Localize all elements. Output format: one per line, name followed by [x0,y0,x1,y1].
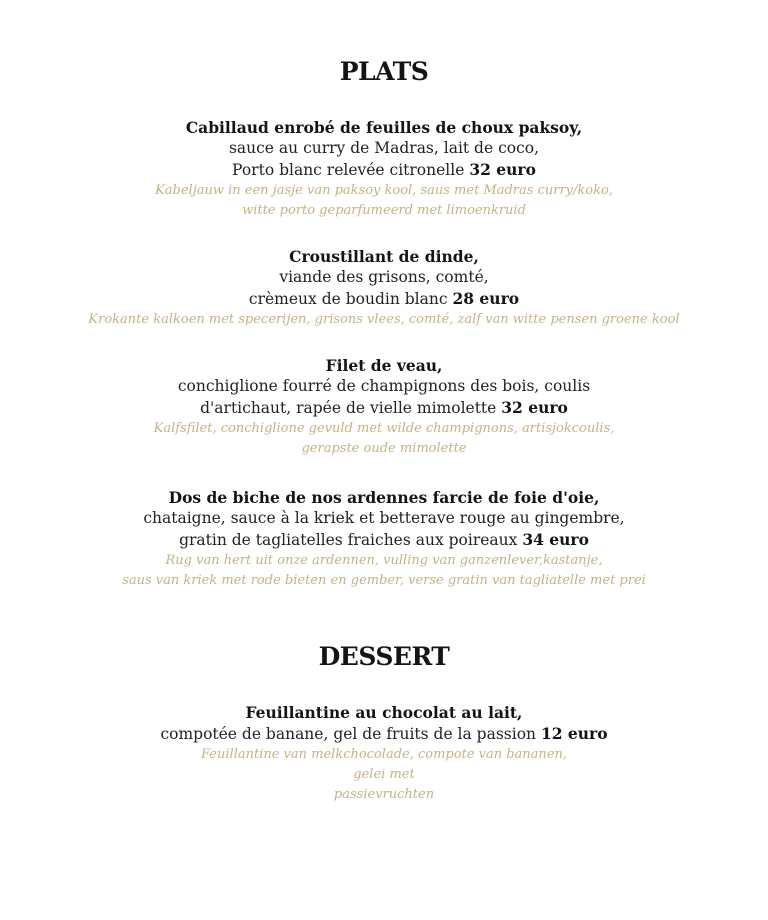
dish-croustillant [0,246,768,330]
dish-translation-line: gerapste oude mimolette [301,441,467,456]
dish-price: 34 euro [522,530,589,549]
section-title-plats: PLATS [339,57,429,86]
dish-description-line [0,159,768,181]
dish-description-line [0,723,768,745]
dish-description-line: conchiglione fourré de champignons des bois, coulis [177,377,591,395]
dish-description-line: chataigne, sauce à la kriek et betterave rouge au gingembre, [143,509,625,527]
dish-description-line [0,529,768,551]
dish-description-text: crèmeux de boudin blanc [248,290,448,308]
section-title-dessert: DESSERT [318,642,450,671]
dish-price: 32 euro [469,160,536,179]
dish-name: Cabillaud enrobé de feuilles de choux paksoy, [185,118,583,137]
dish-description-text: Porto blanc relevée citronelle [232,161,465,179]
dish-name: Dos de biche de nos ardennes farcie de foie d'oie, [168,488,600,507]
dish-name: Filet de veau, [325,356,443,375]
dish-description-text: gratin de tagliatelles fraiches aux poireaux [179,531,518,549]
dish-dos-de-biche [0,487,768,591]
dish-price: 28 euro [452,289,520,308]
dish-description-text: d'artichaut, rapée de vielle mimolette [200,399,497,417]
dish-filet-de-veau [0,355,768,459]
dish-translation-line: Rug van hert uit onze ardennen, vulling van ganzenlever,kastanje, [165,553,603,568]
dish-translation-line: saus van kriek met rode bieten en gember, verse gratin van tagliatelle met prei [122,573,646,588]
dish-translation-line: Kalfsfilet, conchiglione gevuld met wilde champignons, artisjokcoulis, [153,421,615,436]
dish-translation-line: Krokante kalkoen met specerijen, grisons vlees, comté, zalf van witte pensen groene kool [88,312,680,327]
dish-translation-line: gelei met [353,767,415,782]
dish-description-line [0,288,768,310]
dish-translation-line: witte porto geparfumeerd met limoenkruid [242,203,526,218]
dish-name: Feuillantine au chocolat au lait, [245,703,523,722]
dish-name: Croustillant de dinde, [289,247,479,266]
dish-translation-line: Feuillantine van melkchocolade, compote van bananen, [201,747,567,762]
dish-price: 32 euro [501,398,568,417]
dish-cabillaud [0,117,768,221]
dish-description-line [0,397,768,419]
dish-description-line: viande des grisons, comté, [279,268,489,286]
dish-description-line: sauce au curry de Madras, lait de coco, [228,139,540,157]
dish-translation-line: Kabeljauw in een jasje van paksoy kool, saus met Madras curry/koko, [155,183,613,198]
dish-feuillantine [0,702,768,805]
dish-description-text: compotée de banane, gel de fruits de la passion [160,725,537,743]
dish-translation-line: passievruchten [333,787,435,802]
dish-price: 12 euro [540,724,608,743]
